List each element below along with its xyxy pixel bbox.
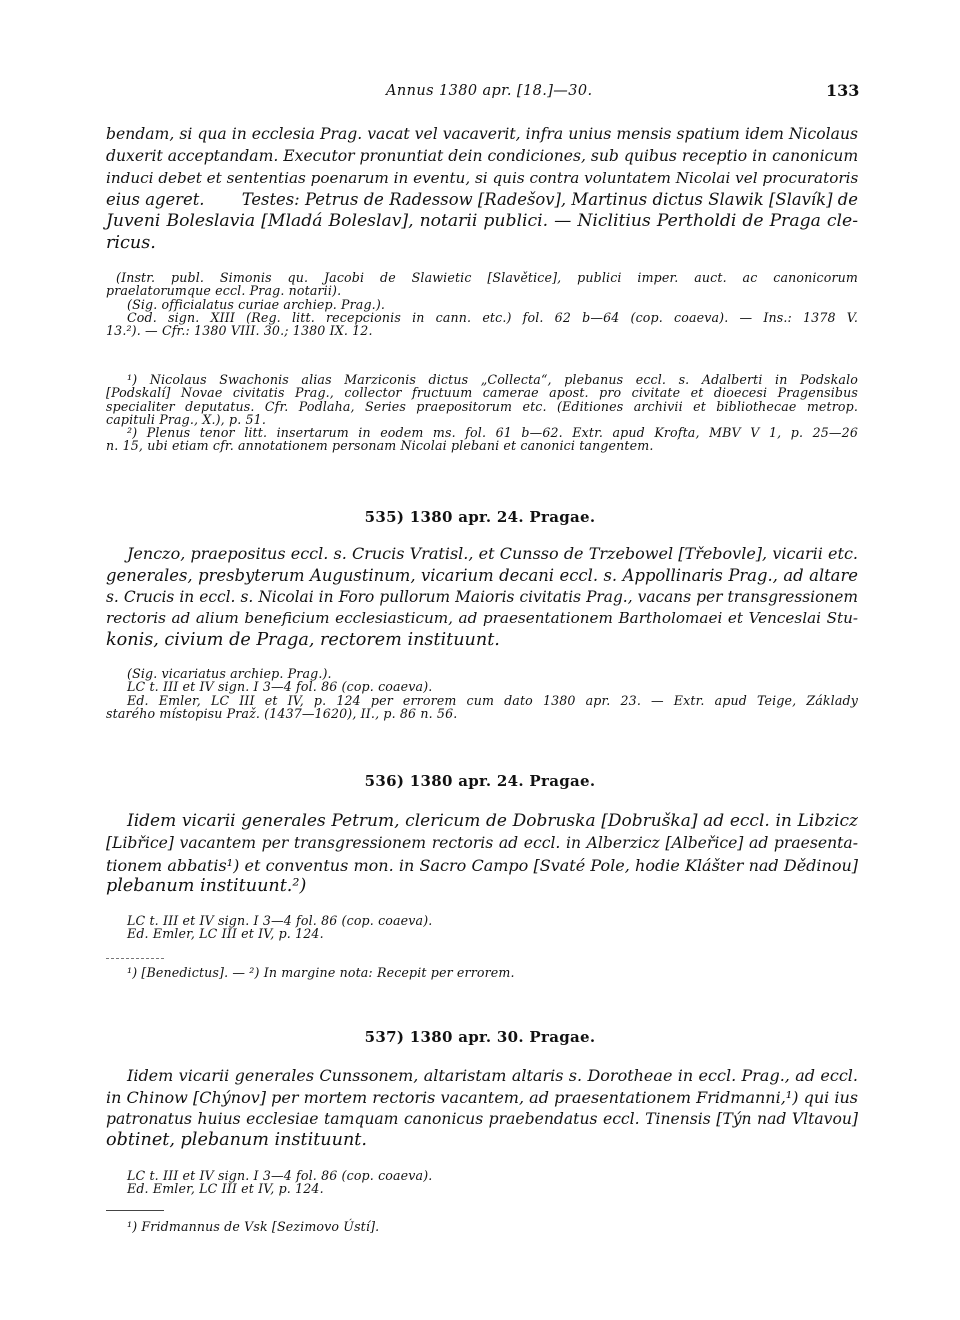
text-line: plebanum instituunt.²) xyxy=(106,876,307,897)
footnote-line: ²) Plenus tenor litt. insertarum in eodem ms. fol. 61 b—62. Extr. apud Krofta, MBV V 1, p. 25—26 xyxy=(127,425,858,441)
footnote-separator xyxy=(106,1210,164,1212)
footnote-line: ¹) Nicolaus Swachonis alias Marziconis dictus „Collecta“, plebanus eccl. s. Adalberti in Podskalo xyxy=(127,372,858,387)
entry-heading-535: 535) 1380 apr. 24. Pragae. xyxy=(364,508,596,526)
text-line: generales, presbyterum Augustinum, vicarium decani eccl. s. Appollinaris Prag., ad altare xyxy=(106,565,858,585)
text-line: obtinet, plebanum instituunt. xyxy=(106,1130,367,1151)
entry-footnotes-537 xyxy=(106,1220,858,1233)
source-line: (Sig. vicariatus archiep. Prag.). xyxy=(127,666,332,681)
source-line: starého místopisu Praž. (1437—1620), II., p. 86 n. 56. xyxy=(106,705,458,721)
page-header xyxy=(0,83,960,103)
text-line: konis, civium de Praga, rectorem instituunt. xyxy=(106,630,500,651)
entry-text-537 xyxy=(106,1065,858,1152)
footnote-line: ¹) [Benedictus]. — ²) In margine nota: Recepit per errorem. xyxy=(127,965,515,980)
entry-heading-537: 537) 1380 apr. 30. Pragae. xyxy=(364,1028,596,1046)
source-line: Cod. sign. XIII (Reg. litt. recepcionis in cann. etc.) fol. 62 b—64 (cop. coaeva). — Ins.: 1378 V. xyxy=(127,309,858,325)
source-line: Ed. Emler, LC III et IV, p. 124. xyxy=(127,926,324,942)
text-line: Juveni Boleslavia [Mladá Boleslav], notarii publici. — Niclitius Pertholdi de Praga cle- xyxy=(106,211,858,232)
text-line: in Chinow [Chýnov] per mortem rectoris vacantem, ad praesentationem Fridmanni,¹) qui ius xyxy=(106,1087,858,1107)
source-line: LC t. III et IV sign. I 3—4 fol. 86 (cop. coaeva). xyxy=(127,913,433,928)
entry-sources-535 xyxy=(106,667,858,720)
source-line: Ed. Emler, LC III et IV, p. 124. xyxy=(127,1181,324,1197)
continued-entry-text xyxy=(106,124,858,255)
text-line: Iidem vicarii generales Cunssonem, altaristam altaris s. Dorotheae in eccl. Prag., ad eccl. xyxy=(127,1066,858,1085)
page-number: 133 xyxy=(826,81,860,100)
footnote-line: specialiter deputatus. Cfr. Podlaha, Series praepositorum etc. (Editiones archivii et bibliothecae metrop. xyxy=(106,398,858,414)
text-line: patronatus huius ecclesiae tamquam canonicus praebendatus eccl. Tinensis [Týn nad Vltavou] xyxy=(106,1109,858,1128)
continued-entry-sources xyxy=(106,271,858,337)
text-line: [Libřice] vacantem per transgressionem rectoris ad eccl. in Alberzicz [Albeřice] ad praesenta- xyxy=(106,833,858,852)
entry-text-535 xyxy=(106,543,858,652)
entry-heading-536: 536) 1380 apr. 24. Pragae. xyxy=(364,772,596,790)
text-line: rectoris ad alium beneficium ecclesiasticum, ad praesentationem Bartholomaei et Venceslai Stu- xyxy=(106,609,858,628)
source-line: LC t. III et IV sign. I 3—4 fol. 86 (cop. coaeva). xyxy=(127,679,433,695)
text-line: Iidem vicarii generales Petrum, clericum de Dobruska [Dobruška] ad eccl. in Libzicz xyxy=(127,811,858,831)
entry-sources-537 xyxy=(106,1169,858,1196)
text-line: duxerit acceptandam. Executor pronuntiat dein condiciones, sub quibus receptio in canonicum xyxy=(106,146,859,165)
source-line: 13.²). — Cfr.: 1380 VIII. 30.; 1380 IX. 12. xyxy=(106,323,373,339)
text-line: s. Crucis in eccl. s. Nicolai in Foro pullorum Maioris civitatis Prag., vacans per transgressionem xyxy=(106,587,858,606)
entry-text-536 xyxy=(106,811,858,898)
footnote-line: [Podskalí] Novae civitatis Prag., collector fructuum camerae apost. pro civitate et dioecesi Pragensibus xyxy=(106,385,858,401)
source-line: (Sig. officialatus curiae archiep. Prag.). xyxy=(127,296,386,312)
source-line: Ed. Emler, LC III et IV, p. 124 per errorem cum dato 1380 apr. 23. — Extr. apud Teige, Základy xyxy=(127,692,858,708)
source-line: praelatorumque eccl. Prag. notarii). xyxy=(106,283,342,299)
footnote-line: ¹) Fridmannus de Vsk [Sezimovo Ústí]. xyxy=(127,1219,380,1234)
entry-sources-536 xyxy=(106,914,858,941)
source-line: LC t. III et IV sign. I 3—4 fol. 86 (cop. coaeva). xyxy=(127,1168,433,1183)
running-head: Annus 1380 apr. [18.]—30. xyxy=(386,83,593,99)
footnote-separator xyxy=(106,958,164,960)
source-line: (Instr. publ. Simonis qu. Jacobi de Slawietic [Slavětice], publici imper. auct. ac canonicorum xyxy=(116,270,858,285)
text-line: eius ageret. Testes: Petrus de Radessow [Radešov], Martinus dictus Slawik [Slavík] de xyxy=(106,190,858,210)
footnote-line: capituli Prag., X.), p. 51. xyxy=(106,411,266,427)
footnote-line: n. 15, ubi etiam cfr. annotationem personam Nicolai plebani et canonici tangentem. xyxy=(106,438,654,454)
continued-entry-footnotes xyxy=(106,373,858,453)
text-line: tionem abbatis¹) et conventus mon. in Sacro Campo [Svaté Pole, hodie Klášter nad Dědinou] xyxy=(106,855,858,875)
text-line: ricus. xyxy=(106,232,156,253)
entry-footnotes-536 xyxy=(106,966,858,979)
text-line: induci debet et sententias poenarum in eventu, si quis contra voluntatem Nicolai vel procuratoris xyxy=(106,168,859,187)
text-line: bendam, si qua in ecclesia Prag. vacat vel vacaverit, infra unius mensis spatium idem Nicolaus xyxy=(106,125,858,143)
text-line: Jenczo, praepositus eccl. s. Crucis Vratisl., et Cunsso de Trzebowel [Třebovle], vicarii etc. xyxy=(127,544,858,563)
